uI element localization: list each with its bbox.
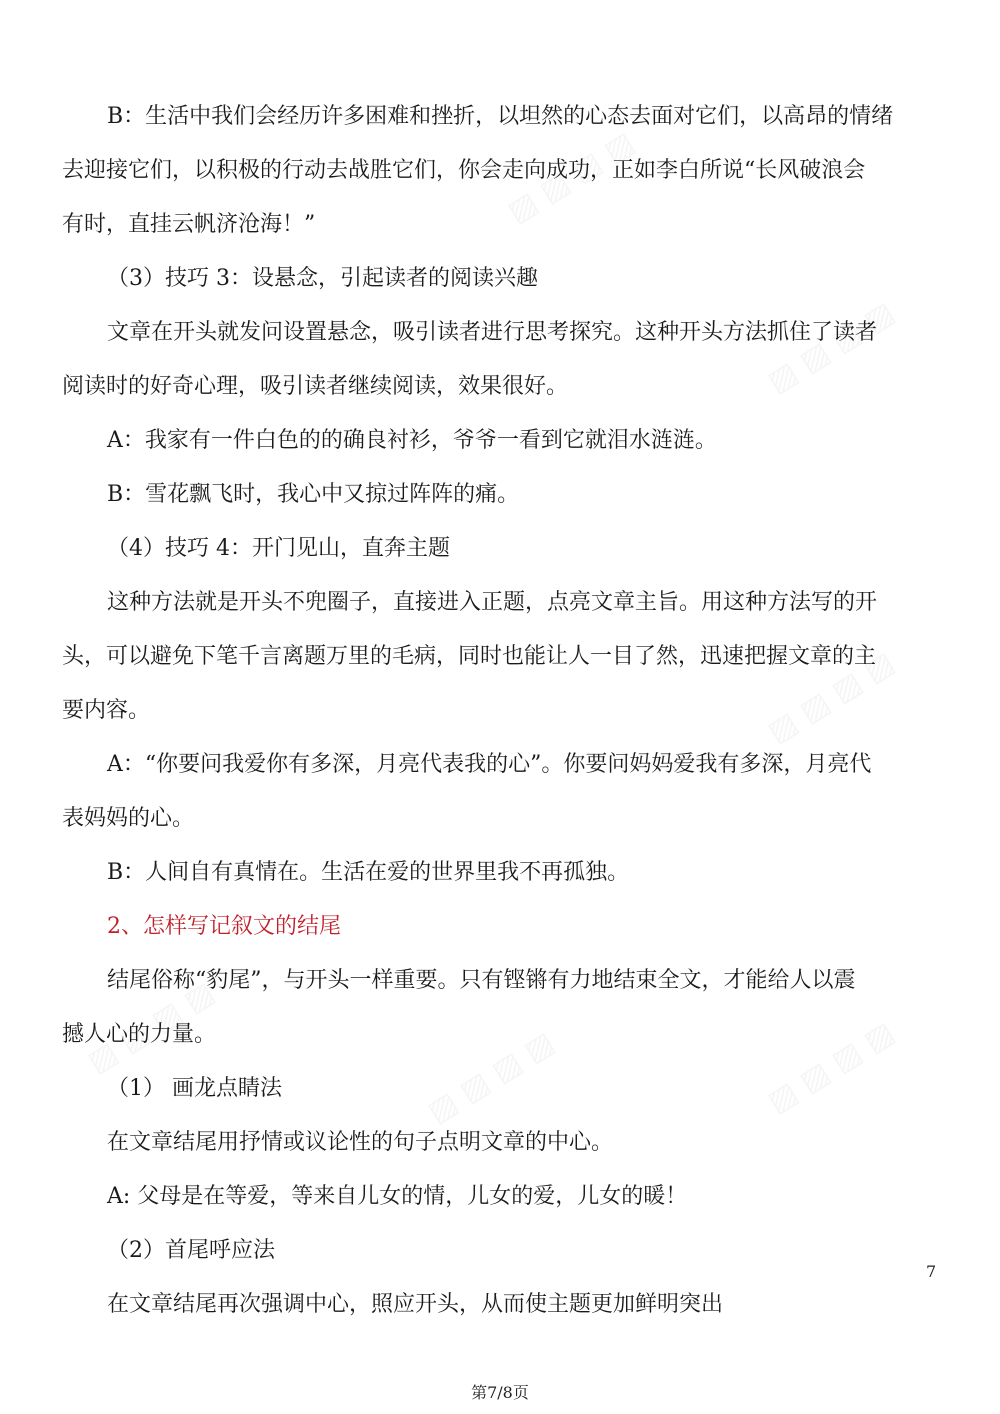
- paragraph-line: 头，可以避免下笔千言离题万里的毛病，同时也能让人一目了然，迅速把握文章的主: [62, 644, 877, 669]
- example-line: A：我家有一件白色的的确良衬衫，爷爷一看到它就泪水涟涟。: [107, 428, 717, 453]
- paragraph-line: 有时，直挂云帆济沧海！”: [62, 212, 316, 237]
- paragraph-line: B：生活中我们会经历许多困难和挫折，以坦然的心态去面对它们，以高昂的情绪: [107, 104, 894, 129]
- paragraph-line: 要内容。: [62, 698, 151, 723]
- example-line: A: 父母是在等爱，等来自儿女的情，儿女的爱，儿女的暖！: [107, 1184, 688, 1209]
- paragraph-line: 这种方法就是开头不兜圈子，直接进入正题，点亮文章主旨。用这种方法写的开: [107, 590, 878, 615]
- section-heading: （3）技巧 3：设悬念，引起读者的阅读兴趣: [107, 266, 538, 291]
- paragraph-line: 结尾俗称“豹尾”，与开头一样重要。只有铿锵有力地结束全文，才能给人以震: [107, 968, 856, 993]
- paragraph-line: 去迎接它们，以积极的行动去战胜它们，你会走向成功，正如李白所说“长风破浪会: [62, 158, 866, 183]
- page-footer: 第7/8页: [471, 1383, 529, 1402]
- paragraph-line: 文章在开头就发问设置悬念，吸引读者进行思考探究。这种开头方法抓住了读者: [107, 320, 878, 345]
- example-line: 表妈妈的心。: [62, 806, 195, 831]
- paragraph-line: 在文章结尾再次强调中心，照应开头，从而使主题更加鲜明突出: [107, 1292, 724, 1317]
- example-line: B：人间自有真情在。生活在爱的世界里我不再孤独。: [107, 860, 630, 885]
- paragraph-line: 阅读时的好奇心理，吸引读者继续阅读，效果很好。: [62, 374, 569, 399]
- example-line: A：“你要问我爱你有多深，月亮代表我的心”。你要问妈妈爱我有多深，月亮代: [107, 752, 872, 777]
- section-heading: （2）首尾呼应法: [107, 1238, 275, 1263]
- page-number: 7: [926, 1262, 937, 1281]
- example-line: B：雪花飘飞时，我心中又掠过阵阵的痛。: [107, 482, 520, 507]
- paragraph-line: 在文章结尾用抒情或议论性的句子点明文章的中心。: [107, 1130, 614, 1155]
- section-heading: （4）技巧 4：开门见山，直奔主题: [107, 536, 450, 561]
- section-title: 2、怎样写记叙文的结尾: [107, 914, 341, 939]
- paragraph-line: 撼人心的力量。: [62, 1022, 217, 1047]
- section-heading: （1） 画龙点睛法: [107, 1076, 282, 1101]
